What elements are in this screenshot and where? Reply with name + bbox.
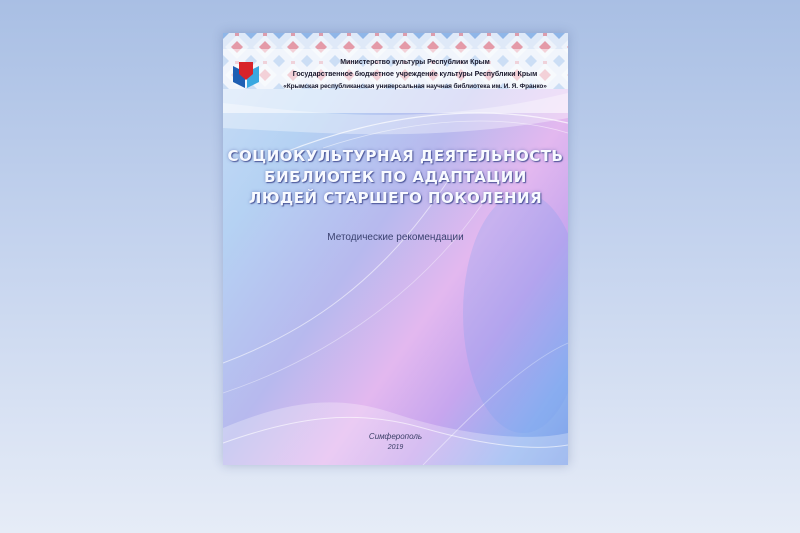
library-name: «Крымская республиканская универсальная научная библиотека им. И. Я. Франко» — [283, 83, 547, 90]
title-line-1: СОЦИОКУЛЬТУРНАЯ ДЕЯТЕЛЬНОСТЬ — [227, 147, 564, 165]
title-line-2: БИБЛИОТЕК ПО АДАПТАЦИИ — [264, 168, 527, 186]
ministry-name: Министерство культуры Республики Крым — [340, 59, 490, 66]
publication-year: 2019 — [387, 444, 404, 451]
book-cover — [223, 33, 568, 465]
publication-city: Симферополь — [368, 432, 423, 441]
title-line-3: ЛЮДЕЙ СТАРШЕГО ПОКОЛЕНИЯ — [248, 189, 543, 207]
decorative-waves — [223, 33, 568, 465]
library-book-logo-icon — [231, 60, 261, 90]
institution-name: Государственное бюджетное учреждение культуры Республики Крым — [292, 71, 538, 78]
subtitle: Методические рекомендации — [327, 232, 464, 243]
